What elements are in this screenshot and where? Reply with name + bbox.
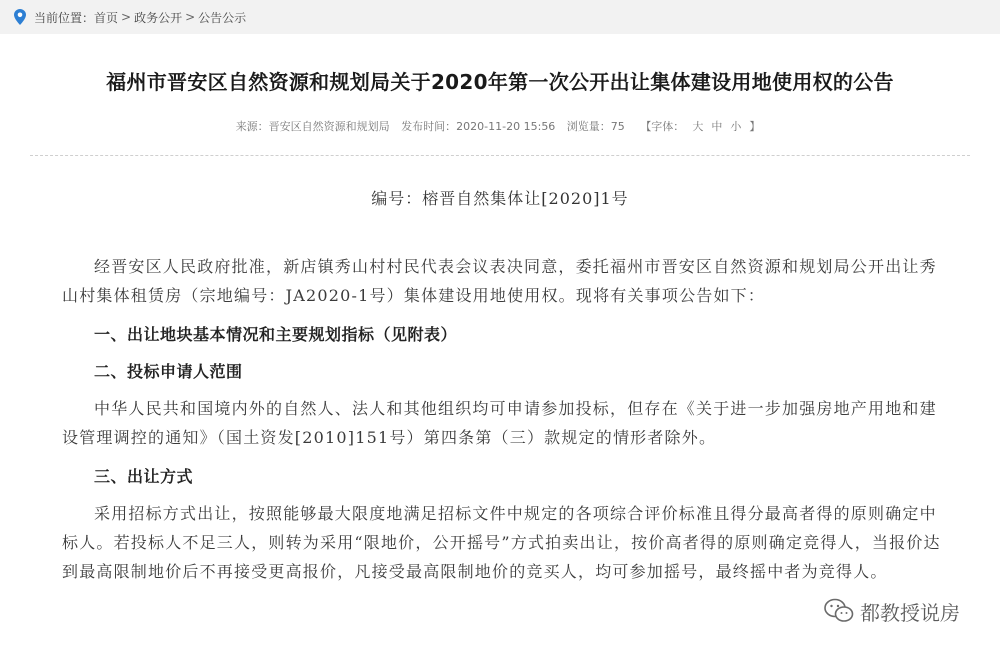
section-heading-1: 一、出让地块基本情况和主要规划指标（见附表） bbox=[94, 325, 458, 344]
font-size-medium-button[interactable]: 中 bbox=[711, 120, 723, 133]
breadcrumb-separator: > bbox=[121, 10, 132, 24]
paragraph-applicants: 中华人民共和国境内外的自然人、法人和其他组织均可申请参加投标，但存在《关于进一步加强房地产用地和建设管理调控的通知》（国土资发[2010]151号）第四条第（三）款规定的情形者除外。 bbox=[62, 399, 937, 447]
section-heading-2: 二、投标申请人范围 bbox=[94, 362, 243, 381]
meta-source: 来源：晋安区自然资源和规划局 bbox=[235, 120, 390, 133]
divider bbox=[30, 155, 970, 156]
breadcrumb-separator: > bbox=[185, 10, 196, 24]
font-size-control: 【字体： 大 中 小 】 bbox=[640, 120, 761, 133]
breadcrumb-label: 当前位置： bbox=[34, 10, 95, 25]
breadcrumb bbox=[0, 0, 1000, 34]
breadcrumb-item-announcements[interactable]: 公告公示 bbox=[198, 10, 247, 25]
breadcrumb-item-home[interactable]: 首页 bbox=[94, 10, 119, 25]
location-pin-icon bbox=[14, 9, 26, 25]
wechat-icon bbox=[824, 598, 854, 624]
paragraph-method: 采用招标方式出让，按照能够最大限度地满足招标文件中规定的各项综合评价标准且得分最高者得的原则确定中标人。若投标人不足三人，则转为采用“限地价，公开摇号”方式拍卖出让，按价高者得的原则确定竞得人，当报价达到最高限制地价后不再接受更高报价，凡接受最高限制地价的竞买人，均可参加摇号，最终摇中者为竞得人。 bbox=[62, 504, 941, 581]
section-heading-3: 三、出让方式 bbox=[94, 467, 194, 486]
meta-views: 浏览量：75 bbox=[566, 120, 625, 133]
watermark bbox=[818, 591, 966, 631]
article-body bbox=[62, 252, 942, 596]
watermark-text: 都教授说房 bbox=[860, 600, 960, 625]
font-size-large-button[interactable]: 大 bbox=[692, 120, 704, 133]
meta-published: 发布时间：2020-11-20 15:56 bbox=[401, 120, 556, 133]
document-number: 编号：榕晋自然集体让[2020]1号 bbox=[371, 189, 629, 208]
paragraph-intro: 经晋安区人民政府批准，新店镇秀山村村民代表会议表决同意，委托福州市晋安区自然资源和规划局公开出让秀山村集体租赁房（宗地编号：JA2020-1号）集体建设用地使用权。现将有关事项公告如下： bbox=[62, 257, 937, 305]
page-title: 福州市晋安区自然资源和规划局关于2020年第一次公开出让集体建设用地使用权的公告 bbox=[106, 70, 894, 94]
article-meta bbox=[0, 118, 1000, 134]
breadcrumb-item-government-affairs[interactable]: 政务公开 bbox=[134, 10, 183, 25]
font-size-small-button[interactable]: 小 bbox=[730, 120, 742, 133]
